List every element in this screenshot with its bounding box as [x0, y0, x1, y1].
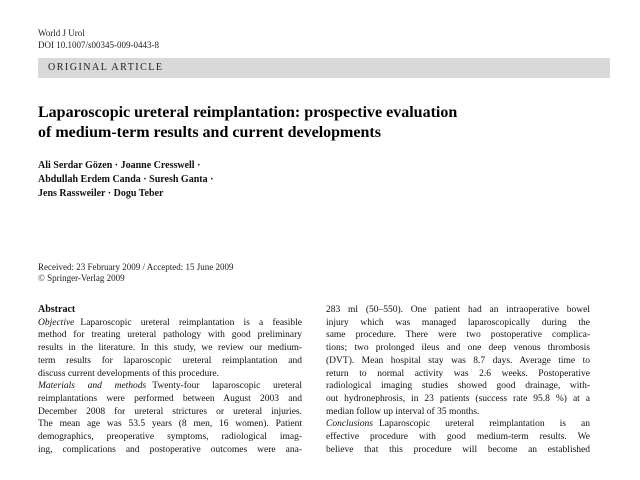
abstract-line: injury which was managed laparoscopically during the [326, 317, 590, 328]
abstract-left-column [38, 304, 302, 456]
authors-line-2: Abdullah Erdem Canda · Suresh Ganta · [38, 174, 214, 185]
abstract-heading: Abstract [38, 304, 76, 315]
abstract-text: Laparoscopic ureteral reimplantation is a feasible [80, 317, 302, 328]
abstract-line: term results for laparoscopic ureteral reimplantation and [38, 355, 302, 366]
methods-label: Materials and methods [38, 381, 147, 392]
abstract-line: December 2008 for ureteral strictures or ureteral injuries. [38, 406, 302, 417]
abstract-line [38, 317, 302, 330]
abstract-line: out hydronephrosis, in 23 patients (success rate 95.8 %) at a [326, 393, 590, 404]
objective-label: Objective [38, 317, 75, 328]
abstract-line [38, 380, 302, 393]
abstract-line: median follow up interval of 35 months. [326, 406, 480, 417]
publication-dates [38, 262, 233, 284]
article-title [38, 103, 598, 143]
abstract-line: results in the literature. In this study, we review our medium- [38, 343, 302, 354]
title-line-1: Laparoscopic ureteral reimplantation: prospective evaluation [38, 104, 458, 121]
author-list [38, 159, 598, 201]
abstract-line: ing, complications and postoperative outcomes were ana- [38, 444, 302, 455]
authors-line-3: Jens Rassweiler · Dogu Teber [38, 188, 164, 199]
abstract-line: effective procedure with good medium-term results. We [326, 432, 590, 443]
abstract-right-column [326, 304, 590, 456]
abstract-line: reimplantations were performed between August 2003 and [38, 393, 302, 404]
abstract-text: Laparoscopic ureteral reimplantation is an [378, 419, 590, 430]
abstract-line: method for treating ureteral pathology with good preliminary [38, 330, 302, 341]
abstract-line: (DVT). Mean hospital stay was 8.7 days. Average time to [326, 355, 590, 366]
abstract-line [326, 418, 590, 431]
journal-doi[interactable]: DOI 10.1007/s00345-009-0443-8 [38, 40, 159, 50]
abstract-line: same procedure. There were two postoperative complica- [326, 330, 590, 341]
received-accepted: Received: 23 February 2009 / Accepted: 15 June 2009 [38, 262, 234, 272]
abstract-line: return to normal activity was 2.6 weeks. Postoperative [326, 368, 590, 379]
section-band [38, 58, 610, 78]
authors-line-1: Ali Serdar Gözen · Joanne Cresswell · [38, 160, 201, 171]
abstract-line: 283 ml (50–550). One patient had an intraoperative bowel [326, 305, 590, 315]
abstract-line: believe that this procedure will become an established [326, 444, 590, 455]
abstract-line: radiological imaging studies showed good drainage, with- [326, 381, 590, 392]
abstract-text: Twenty-four laparoscopic ureteral [152, 381, 302, 392]
journal-name: World J Urol [38, 28, 85, 38]
section-label: ORIGINAL ARTICLE [48, 62, 164, 73]
title-line-2: of medium-term results and current developments [38, 124, 381, 141]
conclusions-label: Conclusions [326, 419, 373, 430]
abstract-line: demographics, preoperative symptoms, radiological imag- [38, 432, 302, 443]
journal-header [38, 27, 159, 51]
copyright: © Springer-Verlag 2009 [38, 273, 125, 283]
abstract-line: tions; two prolonged ileus and one deep venous thrombosis [326, 343, 590, 354]
abstract-line: discuss current developments of this procedure. [38, 368, 219, 379]
abstract-line: The mean age was 53.5 years (8 men, 16 women). Patient [38, 419, 302, 430]
